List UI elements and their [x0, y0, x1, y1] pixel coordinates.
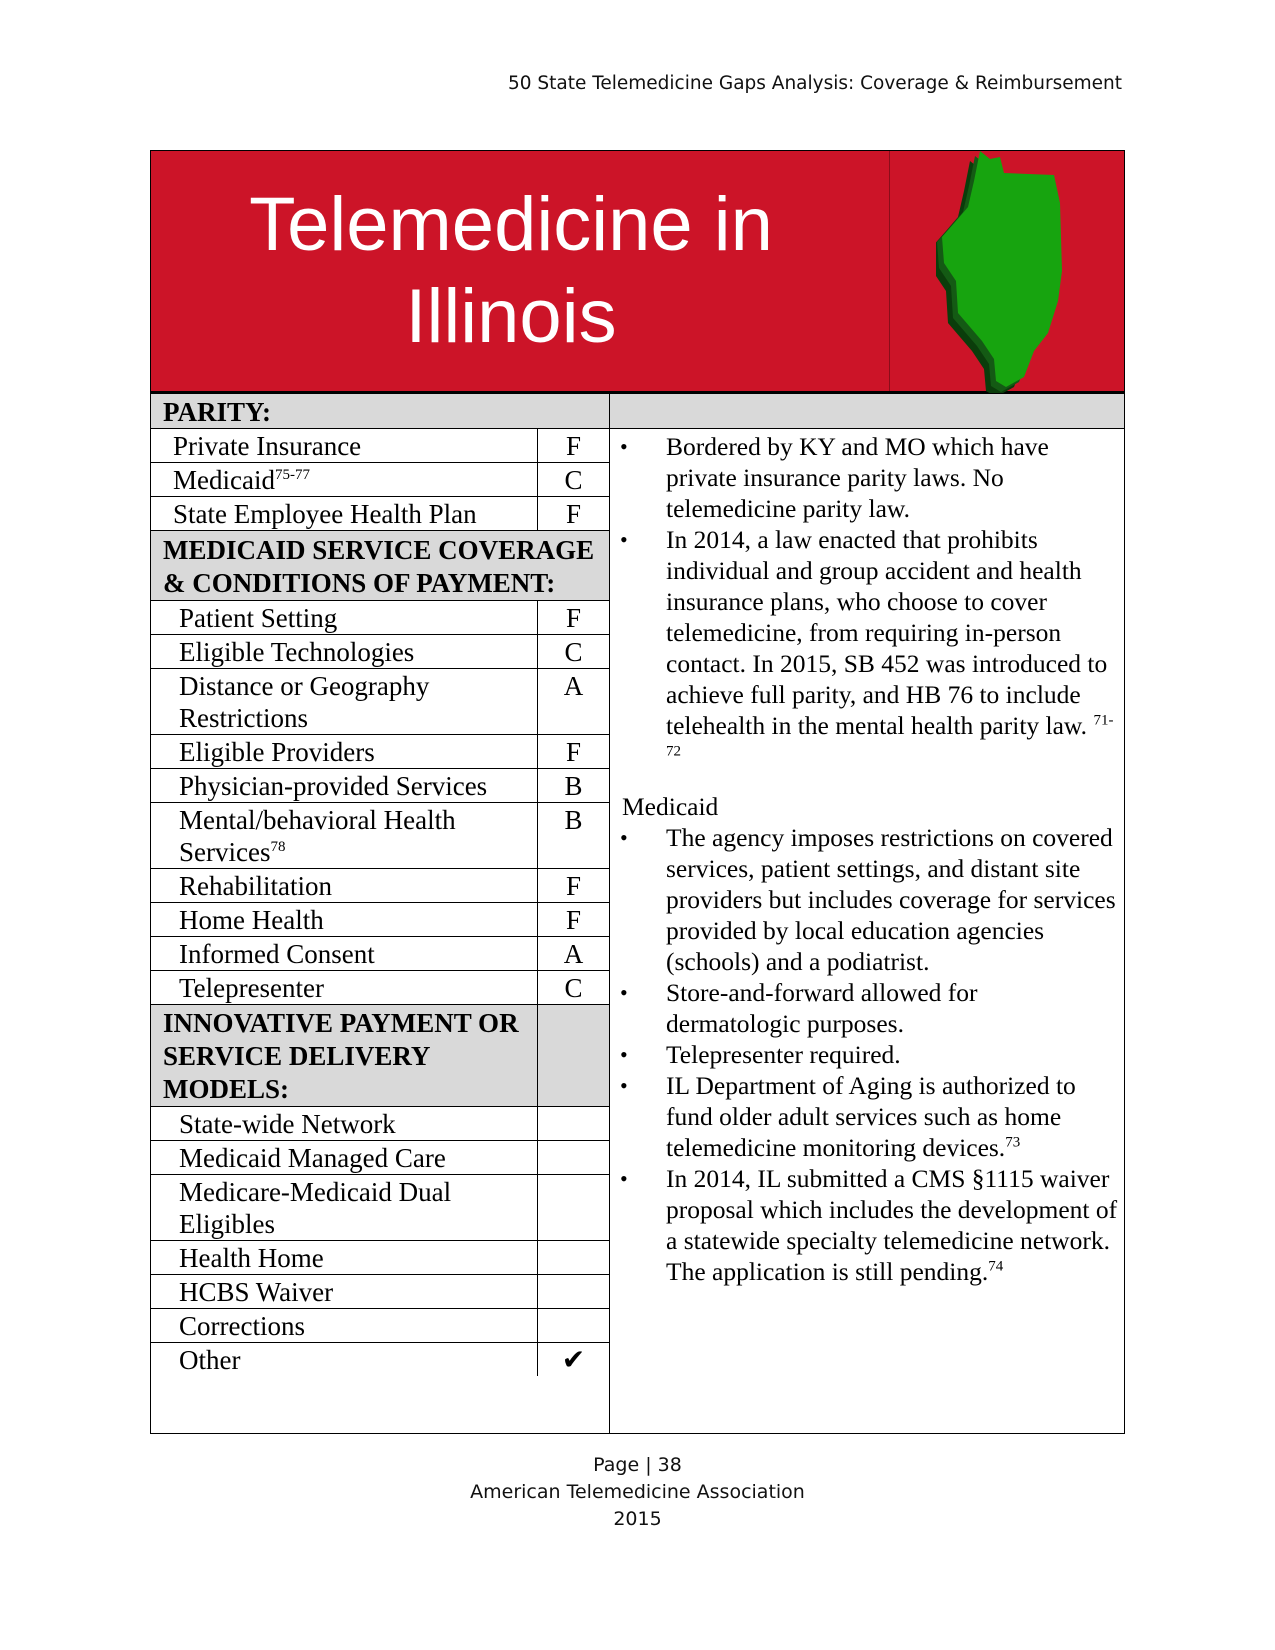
- grade-row: [151, 1107, 609, 1141]
- note-bullet: [610, 1039, 1118, 1070]
- grade-value: F: [537, 497, 609, 530]
- banner-title: [191, 179, 831, 363]
- grade-row-text: Corrections: [179, 1311, 305, 1341]
- grade-row: [151, 769, 609, 803]
- grade-row-text: Eligible Providers: [179, 737, 375, 767]
- grades-column: [151, 394, 609, 1376]
- grade-value: C: [537, 463, 609, 496]
- checkmark-icon: ✔: [537, 1343, 609, 1376]
- grade-row-text: Medicare-Medicaid Dual Eligibles: [179, 1177, 452, 1239]
- grade-row-text: Medicaid Managed Care: [179, 1143, 446, 1173]
- footnote-ref: 75-77: [274, 467, 310, 483]
- grade-row: [151, 1141, 609, 1175]
- grade-value: B: [537, 803, 609, 868]
- grade-row: [151, 869, 609, 903]
- grade-row-label: [151, 1343, 537, 1376]
- grade-value: [537, 1309, 609, 1342]
- grade-row-label: [151, 1309, 537, 1342]
- grade-row-text: Informed Consent: [179, 939, 375, 969]
- grade-row: [151, 497, 609, 531]
- grade-value: [537, 1275, 609, 1308]
- grade-row-text: Distance or Geography Restrictions: [179, 671, 430, 733]
- grade-row-text: HCBS Waiver: [179, 1277, 334, 1307]
- grade-row-label: [151, 497, 537, 530]
- grade-value: F: [537, 735, 609, 768]
- bullet-icon: •: [620, 1166, 628, 1191]
- note-text: IL Department of Aging is authorized to fund older adult services such as home telemedicine monitoring devices.: [666, 1071, 1076, 1162]
- grade-row-text: Rehabilitation: [179, 871, 332, 901]
- grade-row-text: Patient Setting: [179, 603, 338, 633]
- footnote-ref: 71-72: [666, 712, 1114, 760]
- parity-notes: [610, 431, 1118, 772]
- state-report-card: [150, 150, 1125, 1434]
- grade-row-label: [151, 735, 537, 768]
- grade-row: [151, 1343, 609, 1376]
- banner-divider: [889, 151, 890, 391]
- note-bullet: [610, 431, 1118, 524]
- footer-year: 2015: [613, 1508, 662, 1530]
- grade-row-label: [151, 1107, 537, 1140]
- grade-row-label: [151, 1141, 537, 1174]
- grade-row-label: [151, 937, 537, 970]
- note-text: The agency imposes restrictions on covered services, patient settings, and distant site providers but includes coverage for services provided by local education agencies (schools) and a podiatrist.: [666, 823, 1116, 976]
- note-bullet: [610, 1070, 1118, 1163]
- grade-row-label: [151, 1275, 537, 1308]
- grade-row-label: [151, 1241, 537, 1274]
- medicaid-notes: [610, 822, 1118, 1287]
- medicaid-coverage-heading: MEDICAID SERVICE COVERAGE & CONDITIONS OF PAYMENT:: [151, 531, 609, 601]
- grade-value: C: [537, 971, 609, 1004]
- note-text: In 2014, a law enacted that prohibits individual and group accident and health insurance plans, who choose to cover telemedicine, from requiring in-person contact. In 2015, SB 452 was introduced to achieve full parity, and HB 76 to include telehealth in the mental health parity law.: [666, 525, 1108, 740]
- title-banner: [151, 151, 1124, 394]
- grade-row-text: Home Health: [179, 905, 324, 935]
- note-bullet: [610, 1163, 1118, 1287]
- grade-row: [151, 937, 609, 971]
- grade-row-text: Telepresenter: [179, 973, 325, 1003]
- grade-row-text: Private Insurance: [173, 431, 362, 461]
- grade-row: [151, 971, 609, 1005]
- notes-column: [609, 429, 1124, 1433]
- grade-row-text: Other: [179, 1345, 241, 1375]
- bullet-icon: •: [620, 527, 628, 552]
- notes-heading: [609, 394, 1124, 429]
- grade-row-label: [151, 903, 537, 936]
- grade-row-label: [151, 769, 537, 802]
- footnote-ref: 74: [988, 1258, 1004, 1275]
- grade-value: F: [537, 903, 609, 936]
- grade-row-label: [151, 463, 537, 496]
- bullet-icon: •: [620, 1042, 628, 1067]
- grade-value: [537, 1175, 609, 1240]
- grade-row: [151, 635, 609, 669]
- grade-value: [537, 1141, 609, 1174]
- innovative-heading-label: INNOVATIVE PAYMENT OR SERVICE DELIVERY MODELS:: [163, 1008, 519, 1104]
- banner-title-line1: Telemedicine in: [249, 182, 773, 267]
- footer-organization: American Telemedicine Association: [470, 1481, 805, 1503]
- innovative-heading-grade: [537, 1005, 609, 1106]
- grade-row-label: [151, 669, 537, 734]
- grade-row: [151, 803, 609, 869]
- grade-row-text: Eligible Technologies: [179, 637, 415, 667]
- grade-row-text: State Employee Health Plan: [173, 499, 477, 529]
- grade-row-text: State-wide Network: [179, 1109, 396, 1139]
- bullet-icon: •: [620, 434, 628, 459]
- grade-value: B: [537, 769, 609, 802]
- note-text: Store-and-forward allowed for dermatologic purposes.: [666, 978, 978, 1038]
- grade-row: [151, 1275, 609, 1309]
- grade-value: F: [537, 869, 609, 902]
- note-bullet: [610, 822, 1118, 977]
- grade-value: A: [537, 669, 609, 734]
- bullet-icon: •: [620, 1073, 628, 1098]
- note-text: Bordered by KY and MO which have private insurance parity laws. No telemedicine parity law.: [666, 432, 1049, 523]
- note-text: In 2014, IL submitted a CMS §1115 waiver proposal which includes the development of a statewide specialty telemedicine network. The application is still pending.: [666, 1164, 1118, 1286]
- parity-heading: PARITY:: [151, 394, 609, 429]
- grade-row: [151, 463, 609, 497]
- grade-row-label: [151, 635, 537, 668]
- grade-row-text: Medicaid: [173, 465, 275, 495]
- innovative-heading: [151, 1005, 609, 1107]
- medicaid-notes-heading: Medicaid: [622, 792, 719, 821]
- grade-row-label: [151, 803, 537, 868]
- grade-value: [537, 1107, 609, 1140]
- page-number: Page | 38: [593, 1454, 682, 1476]
- grade-row-text: Physician-provided Services: [179, 771, 488, 801]
- grade-row-text: Health Home: [179, 1243, 324, 1273]
- bullet-icon: •: [620, 825, 628, 850]
- note-bullet: [610, 524, 1118, 772]
- illinois-map-icon: [936, 151, 1076, 393]
- banner-title-line2: Illinois: [405, 274, 617, 359]
- grade-row-text: Mental/behavioral Health Services: [179, 805, 456, 867]
- grade-row: [151, 1309, 609, 1343]
- grade-value: F: [537, 429, 609, 462]
- grade-row: [151, 669, 609, 735]
- grade-row: [151, 601, 609, 635]
- grade-value: F: [537, 601, 609, 634]
- footnote-ref: 78: [270, 839, 286, 855]
- note-text: Telepresenter required.: [666, 1040, 901, 1069]
- grade-row: [151, 429, 609, 463]
- grade-row: [151, 735, 609, 769]
- grade-row: [151, 903, 609, 937]
- grade-value: C: [537, 635, 609, 668]
- grade-row: [151, 1175, 609, 1241]
- grade-row-label: [151, 971, 537, 1004]
- grade-row: [151, 1241, 609, 1275]
- bullet-icon: •: [620, 980, 628, 1005]
- grade-row-label: [151, 601, 537, 634]
- running-header: 50 State Telemedicine Gaps Analysis: Coverage & Reimbursement: [507, 73, 1122, 94]
- grade-row-label: [151, 1175, 537, 1240]
- grade-value: [537, 1241, 609, 1274]
- grade-row-label: [151, 869, 537, 902]
- grade-row-label: [151, 429, 537, 462]
- grade-value: A: [537, 937, 609, 970]
- note-bullet: [610, 977, 1118, 1039]
- footnote-ref: 73: [1005, 1134, 1021, 1151]
